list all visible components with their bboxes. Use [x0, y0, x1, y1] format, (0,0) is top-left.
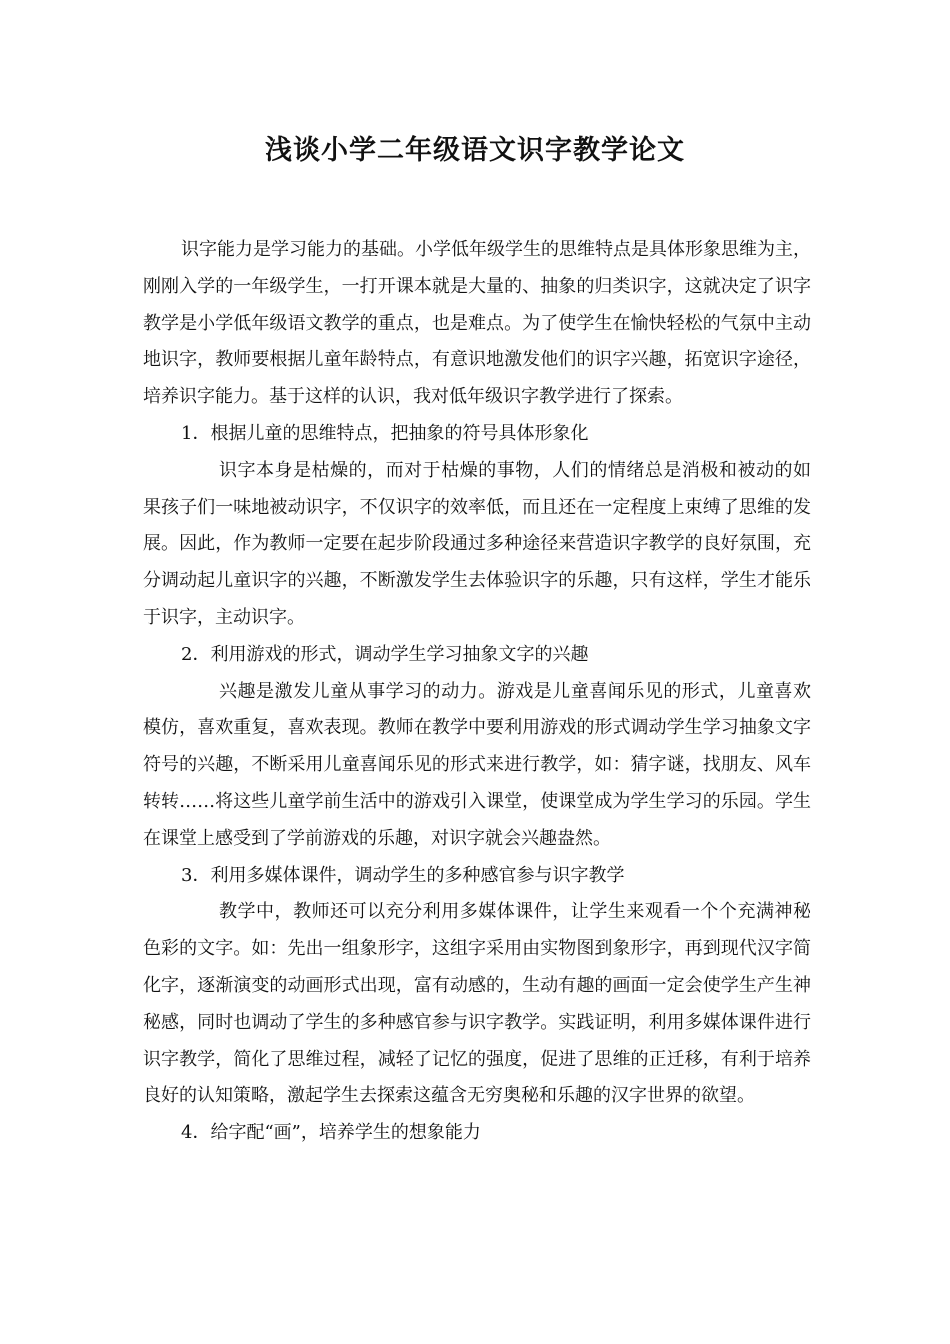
- section-2-paragraph: 兴趣是激发儿童从事学习的动力。游戏是儿童喜闻乐见的形式，儿童喜欢模仿，喜欢重复，喜欢表现。教师在教学中要利用游戏的形式调动学生学习抽象文字符号的兴趣，不断采用儿童喜闻乐见的形式来进行教学，如：猜字谜，找朋友、风车转转……将这些儿童学前生活中的游戏引入课堂，使课堂成为学生学习的乐园。学生在课堂上感受到了学前游戏的乐趣，对识字就会兴趣盎然。: [143, 680, 811, 849]
- document-title: 浅谈小学二年级语文识字教学论文: [265, 135, 685, 166]
- section-3-heading: 3．利用多媒体课件，调动学生的多种感官参与识字教学: [181, 864, 625, 886]
- section-4-heading: 4．给字配“画”，培养学生的想象能力: [181, 1122, 481, 1144]
- section-3-paragraph: 教学中，教师还可以充分利用多媒体课件，让学生来观看一个个充满神秘色彩的文字。如：先出一组象形字，这组字采用由实物图到象形字，再到现代汉字简化字，逐渐演变的动画形式出现，富有动感的，生动有趣的画面一定会使学生产生神秘感，同时也调动了学生的多种感官参与识字教学。实践证明，利用多媒体课件进行识字教学，简化了思维过程，减轻了记忆的强度，促进了思维的正迁移，有利于培养良好的认知策略，激起学生去探索这蕴含无穷奥秘和乐趣的汉字世界的欲望。: [143, 901, 811, 1107]
- intro-paragraph: 识字能力是学习能力的基础。小学低年级学生的思维特点是具体形象思维为主，刚刚入学的一年级学生，一打开课本就是大量的、抽象的归类识字，这就决定了识字教学是小学低年级语文教学的重点，也是难点。为了使学生在愉快轻松的气氛中主动地识字，教师要根据儿童年龄特点，有意识地激发他们的识字兴趣，拓宽识字途径，培养识字能力。基于这样的认识，我对低年级识字教学进行了探索。: [143, 239, 811, 408]
- section-1-paragraph: 识字本身是枯燥的，而对于枯燥的事物，人们的情绪总是消极和被动的如果孩子们一味地被动识字，不仅识字的效率低，而且还在一定程度上束缚了思维的发展。因此，作为教师一定要在起步阶段通过多种途径来营造识字教学的良好氛围，充分调动起儿童识字的兴趣，不断激发学生去体验识字的乐趣，只有这样，学生才能乐于识字，主动识字。: [143, 459, 811, 628]
- section-1-heading: 1．根据儿童的思维特点，把抽象的符号具体形象化: [181, 422, 589, 444]
- document-body: [143, 232, 811, 1152]
- section-2-heading: 2．利用游戏的形式，调动学生学习抽象文字的兴趣: [181, 643, 589, 665]
